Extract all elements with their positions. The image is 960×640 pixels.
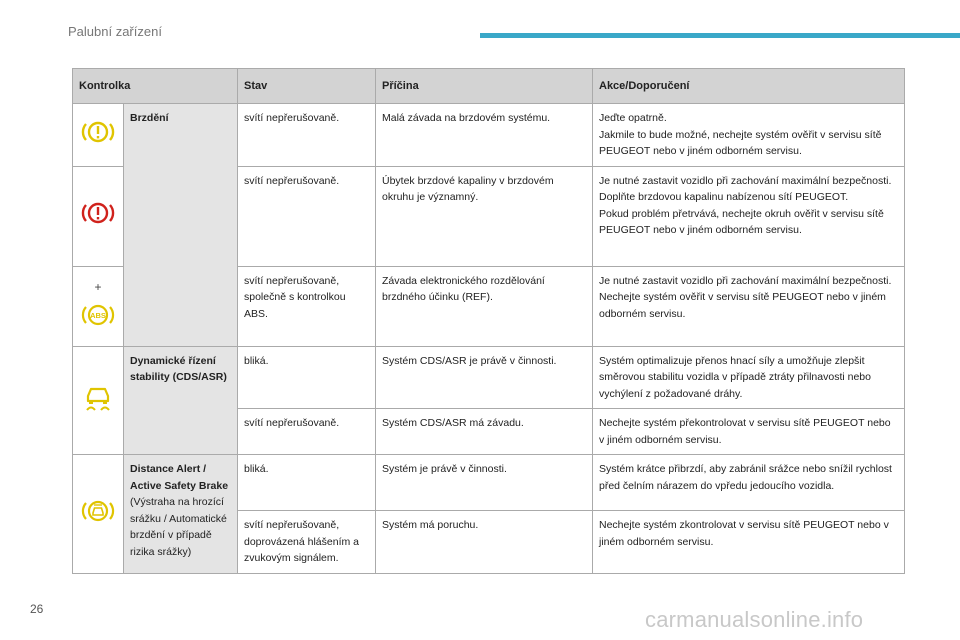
brake-warning-yellow-icon [81, 119, 115, 151]
group-name-brzdeni: Brzdění [124, 104, 238, 347]
cell-stav: svítí nepřerušovaně, společně s kontrolkou ABS. [238, 266, 376, 346]
cell-stav: bliká. [238, 455, 376, 511]
cell-akce: Jeďte opatrně. Jakmile to bude možné, nechejte systém ověřit v servisu sítě PEUGEOT nebo v jiném odborném servisu. [593, 104, 905, 167]
page-header-title: Palubní zařízení [68, 24, 162, 39]
table-row [73, 455, 905, 511]
cell-pricina: Systém je právě v činnosti. [376, 455, 593, 511]
cell-stav: svítí nepřerušovaně, doprovázená hlášením a zvukovým signálem. [238, 511, 376, 574]
header-stav: Stav [238, 69, 376, 104]
cell-stav: svítí nepřerušovaně. [238, 409, 376, 455]
header-kontrolka: Kontrolka [73, 69, 238, 104]
cell-akce: Je nutné zastavit vozidlo při zachování maximální bezpečnosti. Nechejte systém ověřit v servisu sítě PEUGEOT nebo v jiném odborném servisu. [593, 266, 905, 346]
header-pricina: Příčina [376, 69, 593, 104]
table-row [73, 346, 905, 409]
icon-cell [73, 166, 124, 266]
cell-pricina: Závada elektronického rozdělování brzdného účinku (REF). [376, 266, 593, 346]
cell-pricina: Systém CDS/ASR má závadu. [376, 409, 593, 455]
brake-warning-red-icon [81, 200, 115, 232]
svg-text:ABS: ABS [90, 310, 106, 320]
watermark: carmanualsonline.info [645, 607, 864, 632]
cell-akce: Nechejte systém překontrolovat v servisu sítě PEUGEOT nebo v jiném odborném servisu. [593, 409, 905, 455]
cell-akce: Systém krátce přibrzdí, aby zabránil srážce nebo snížil rychlost před čelním nárazem do vpředu jedoucího vozidla. [593, 455, 905, 511]
cell-pricina: Systém má poruchu. [376, 511, 593, 574]
group-name-cds-asr: Dynamické řízení stability (CDS/ASR) [124, 346, 238, 455]
cell-pricina: Úbytek brzdové kapaliny v brzdovém okruhu je významný. [376, 166, 593, 266]
cell-stav: svítí nepřerušovaně. [238, 104, 376, 167]
icon-cell [73, 266, 124, 346]
header-akce: Akce/Doporučení [593, 69, 905, 104]
stability-control-icon [81, 384, 115, 418]
icon-cell [73, 455, 124, 574]
table-row [73, 104, 905, 167]
active-safety-brake-icon [81, 497, 115, 531]
cell-pricina: Malá závada na brzdovém systému. [376, 104, 593, 167]
abs-warning-icon [81, 302, 115, 334]
cell-akce: Je nutné zastavit vozidlo při zachování maximální bezpečnosti. Doplňte brzdovou kapalinu nabízenou sítí PEUGEOT. Pokud problém přetrvává, nechejte okruh ověřit v servisu sítě PEUGEOT nebo v jiném odborném servisu. [593, 166, 905, 266]
cell-stav: bliká. [238, 346, 376, 409]
icon-cell [73, 346, 124, 455]
cell-akce: Systém optimalizuje přenos hnací síly a umožňuje zlepšit směrovou stabilitu vozidla v případě ztráty přilnavosti nebo vychýlení z požadované dráhy. [593, 346, 905, 409]
icon-cell [73, 104, 124, 167]
header-accent-bar [480, 33, 960, 38]
table-header-row [73, 69, 905, 104]
cell-stav: svítí nepřerušovaně. [238, 166, 376, 266]
cell-akce: Nechejte systém zkontrolovat v servisu sítě PEUGEOT nebo v jiném odborném servisu. [593, 511, 905, 574]
group-name-distance-alert: Distance Alert / Active Safety Brake (Výstraha na hrozící srážku / Automatické brzdění v případě rizika srážky) [124, 455, 238, 574]
plus-sign: + [94, 280, 102, 294]
cell-pricina: Systém CDS/ASR je právě v činnosti. [376, 346, 593, 409]
warning-lights-table [72, 68, 905, 574]
page-number: 26 [30, 602, 44, 616]
